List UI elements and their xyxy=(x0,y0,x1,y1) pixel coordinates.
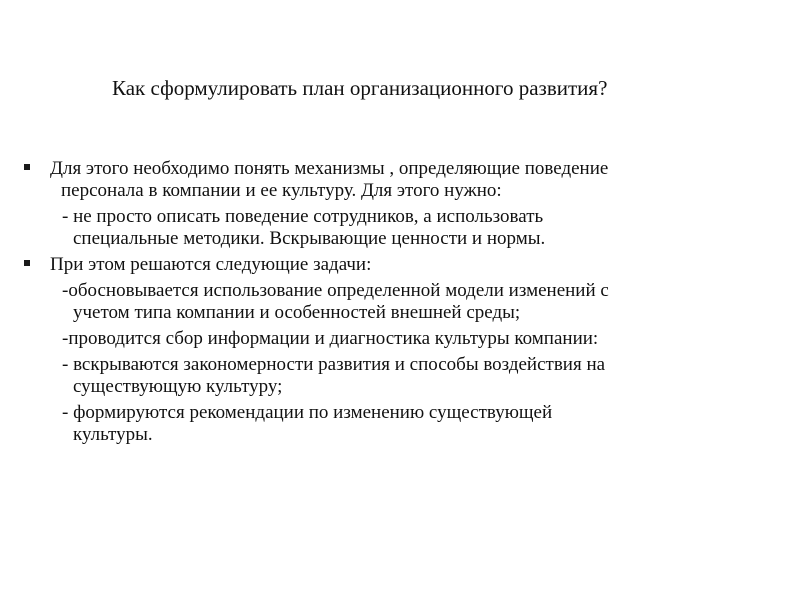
text-line: -обосновывается использование определенной модели изменений с xyxy=(62,280,609,301)
square-bullet-icon xyxy=(24,164,30,170)
text-line: культуры. xyxy=(73,424,153,445)
text-line: - не просто описать поведение сотрудников, а использовать xyxy=(62,206,544,227)
sub-item xyxy=(24,280,784,324)
bullet-item xyxy=(24,158,784,202)
sub-item xyxy=(24,328,784,350)
sub-item xyxy=(24,354,784,398)
text-line: При этом решаются следующие задачи: xyxy=(50,254,372,275)
square-bullet-icon xyxy=(24,260,30,266)
text-line: персонала в компании и ее культуру. Для этого нужно: xyxy=(61,180,502,201)
slide-title: Как сформулировать план организационного развития? xyxy=(112,76,608,100)
text-line: Для этого необходимо понять механизмы , определяющие поведение xyxy=(50,158,609,179)
bullet-item xyxy=(24,254,784,276)
text-line: -проводится сбор информации и диагностика культуры компании: xyxy=(62,328,599,349)
text-line: - формируются рекомендации по изменению существующей xyxy=(62,402,553,423)
sub-item xyxy=(24,402,784,446)
text-line: специальные методики. Вскрывающие ценности и нормы. xyxy=(73,228,546,249)
text-line: существующую культуру; xyxy=(73,376,283,397)
slide-body xyxy=(24,158,784,450)
sub-item xyxy=(24,206,784,250)
text-line: - вскрываются закономерности развития и способы воздействия на xyxy=(62,354,606,375)
text-line: учетом типа компании и особенностей внешней среды; xyxy=(73,302,521,323)
